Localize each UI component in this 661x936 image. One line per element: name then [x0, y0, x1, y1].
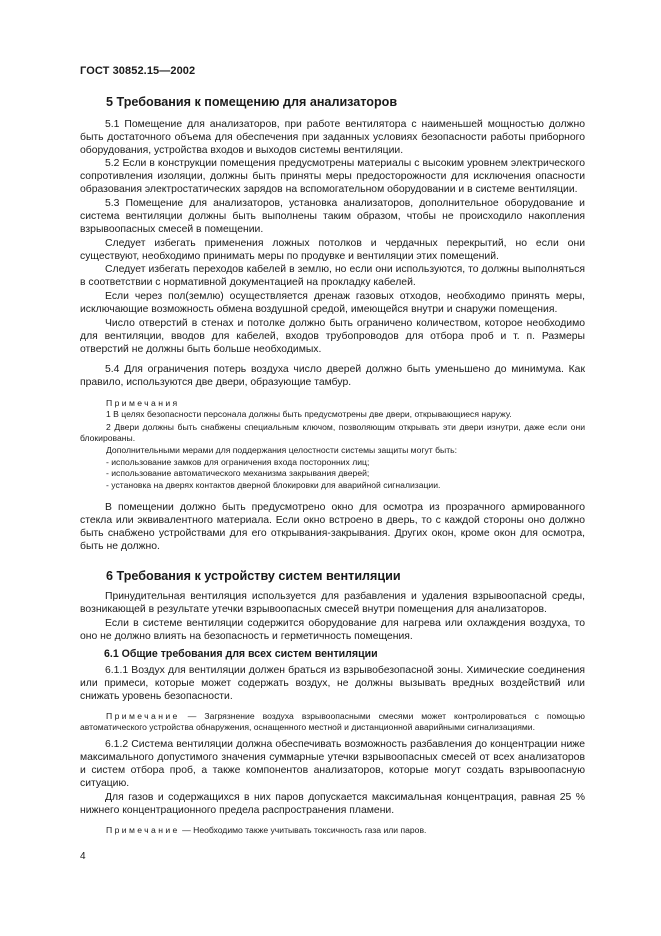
note-list-item: - установка на дверях контактов дверной блокировки для аварийной сигнализации. — [106, 480, 441, 490]
paragraph-6-1-1: 6.1.1 Воздух для вентиляции должен браться из взрывобезопасной зоны. Химические соединения или примеси, которые может содержать воздух, не должны вызывать вредных воздействий или снижать уровень безопасности. — [80, 665, 585, 703]
note-toxicity — [80, 825, 585, 836]
document-id: ГОСТ 30852.15—2002 — [80, 65, 196, 77]
paragraph-5-1: 5.1 Помещение для анализаторов, при работе вентилятора с наименьшей мощностью должно быть достаточного объема для обеспечения при заданных условиях безопасности работы приборного оборудования, устройства входов и выходов системы вентиляции. — [80, 119, 585, 157]
paragraph-cables: Следует избегать переходов кабелей в землю, но если они используются, то должны выполняться в соответствии с нормативной документацией на прокладку кабелей. — [80, 264, 585, 289]
note-text: — Необходимо также учитывать токсичность газа или паров. — [179, 825, 427, 835]
note-6-1-1 — [80, 711, 585, 733]
note-item: Дополнительными мерами для поддержания целостности системы защиты могут быть: — [106, 445, 458, 455]
subsection-6-1-heading: 6.1 Общие требования для всех систем вентиляции — [104, 648, 378, 660]
paragraph-gas-concentration: Для газов и содержащихся в них паров допускается максимальная концентрация, равная 25 % нижнего концентрационного предела распространения пламени. — [80, 792, 585, 817]
note-item: 2 Двери должны быть снабжены специальным ключом, позволяющим открывать эти двери изнутри, даже если они блокированы. — [80, 422, 585, 443]
paragraph-5-4: 5.4 Для ограничения потерь воздуха число дверей должно быть уменьшено до минимума. Как правило, используются две двери, образующие тамбур. — [80, 364, 585, 389]
paragraph-forced-ventilation: Принудительная вентиляция используется для разбавления и удаления взрывоопасной среды, возникающей в результате утечки взрывоопасных смесей внутри помещения для анализаторов. — [80, 591, 585, 616]
notes-title: Примечания — [106, 398, 180, 408]
paragraph-drainage: Если через пол(землю) осуществляется дренаж газовых отходов, необходимо принять меры, исключающие возможность обмена воздушной средой, имеющейся внутри и снаружи помещения. — [80, 291, 585, 316]
paragraph-openings: Число отверстий в стенах и потолке должно быть ограничено количеством, которое необходимо для вентиляции, вводов для кабелей, входов трубопроводов для отбора проб и т. п. Размеры отверстий не должны быть больше необходимых. — [80, 318, 585, 356]
paragraph-window: В помещении должно быть предусмотрено окно для осмотра из прозрачного армированного стекла или эквивалентного материала. Если окно встроено в дверь, то с каждой стороны оно должно быть снабжено устройствами для его открывания-закрывания. Других окон, кроме окон для осмотра, быть не должно. — [80, 502, 585, 553]
section-6-heading: 6 Требования к устройству систем вентиляции — [106, 569, 401, 583]
note-list-item: - использование замков для ограничения входа посторонних лиц; — [106, 457, 370, 467]
note-text: — Загрязнение воздуха взрывоопасными смесями может контролироваться с помощью автоматического устройства обнаружения, оснащенного местной и дистанционной аварийными сигнализациями. — [80, 711, 585, 732]
paragraph-6-1-2: 6.1.2 Система вентиляции должна обеспечивать возможность разбавления до концентрации ниже максимального допустимого значения суммарные утечки взрывоопасных смесей от всех анализаторов и систем отбора проб, а также компонентов анализаторов, которые могут создать взрывоопасную ситуацию. — [80, 739, 585, 790]
note-list-item: - использование автоматического механизма закрывания дверей; — [106, 468, 370, 478]
paragraph-heating-cooling: Если в системе вентиляции содержится оборудование для нагрева или охлаждения воздуха, то оно не должно влиять на безопасность и герметичность помещения. — [80, 618, 585, 643]
note-label: Примечание — [106, 711, 180, 721]
section-5-heading: 5 Требования к помещению для анализаторов — [106, 95, 398, 109]
paragraph-5-2: 5.2 Если в конструкции помещения предусмотрены материалы с высоким уровнем электрического сопротивления изоляции, должны быть приняты меры предосторожности для исключения опасности образования электростатических зарядов на вспомогательном оборудовании и в системе вентиляции. — [80, 158, 585, 196]
note-label: Примечание — [106, 825, 180, 835]
note-item: 1 В целях безопасности персонала должны быть предусмотрены две двери, открывающиеся наружу. — [106, 409, 512, 419]
paragraph-5-3: 5.3 Помещение для анализаторов, установка анализаторов, дополнительное оборудование и система вентиляции должны быть выполнены таким образом, чтобы не происходило накопления взрывоопасных смесей в помещении. — [80, 198, 585, 236]
page-number: 4 — [80, 851, 86, 862]
paragraph-false-ceilings: Следует избегать применения ложных потолков и чердачных перекрытий, но если они существуют, необходимо принимать меры по продувке и вентиляции этих помещений. — [80, 238, 585, 263]
